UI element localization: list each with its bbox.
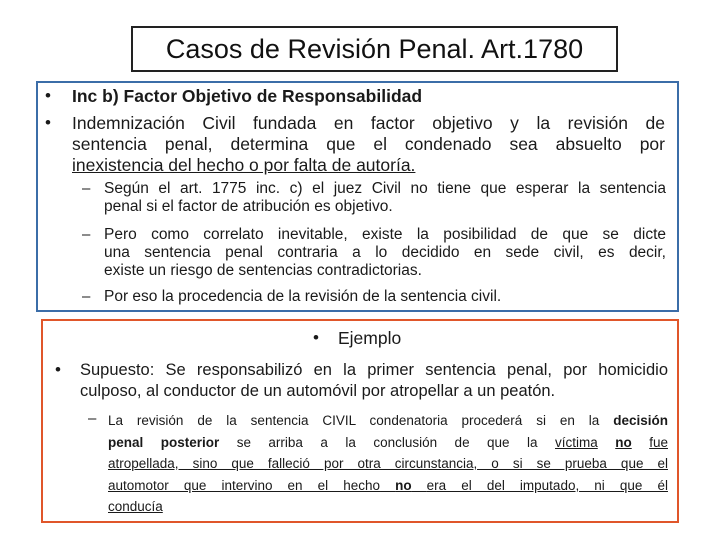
bullet-dot: •	[45, 113, 51, 132]
dash-marker: –	[82, 180, 91, 197]
dash-marker: –	[88, 410, 97, 427]
revision-paragraph	[108, 410, 668, 518]
sub-item-art-1775: Según el art. 1775 inc. c) el juez Civil no tiene que esperar la sentencia penal si el factor de atribución es objetivo.	[104, 180, 666, 215]
page-title	[131, 26, 618, 72]
sub-item-correlato: Pero como correlato inevitable, existe la posibilidad de que se dicte una sentencia penal contraria a lo decidido en sede civil, es decir, existe un riesgo de sentencias contradictorias.	[104, 226, 666, 279]
revision-line-3: atropellada, sino que falleció por otra circunstancia, o si se prueba que el	[108, 456, 668, 471]
revision-line-4: automotor que intervino en el hecho no era el del imputado, ni que él	[108, 477, 668, 493]
dash-marker: –	[82, 226, 91, 243]
revision-line-5: conducía	[108, 499, 163, 514]
bullet-dot: •	[55, 360, 61, 379]
title-text: Casos de Revisión Penal. Art.1780	[165, 33, 584, 64]
supuesto-paragraph: Supuesto: Se responsabilizó en la primer sentencia penal, por homicidio culposo, al conductor de un automóvil por atropellar a un peatón.	[80, 361, 668, 400]
ejemplo-heading: Ejemplo	[338, 328, 402, 348]
revision-line-2: penal posterior se arriba a la conclusión de que la víctima no fue	[108, 434, 668, 450]
bullet-dot: •	[45, 86, 51, 105]
bullet-dot: •	[313, 328, 319, 347]
revision-line-1: La revisión de la sentencia CIVIL condenatoria procederá si en la decisión	[108, 413, 668, 428]
inc-b-heading: Inc b) Factor Objetivo de Responsabilidad	[72, 86, 423, 106]
indemnizacion-paragraph: Indemnización Civil fundada en factor objetivo y la revisión de sentencia penal, determina que el condenado sea absuelto por inexistencia del hecho o por falta de autoría.	[72, 113, 665, 175]
sub-item-procedencia: Por eso la procedencia de la revisión de la sentencia civil.	[104, 288, 502, 305]
dash-marker: –	[82, 288, 91, 305]
